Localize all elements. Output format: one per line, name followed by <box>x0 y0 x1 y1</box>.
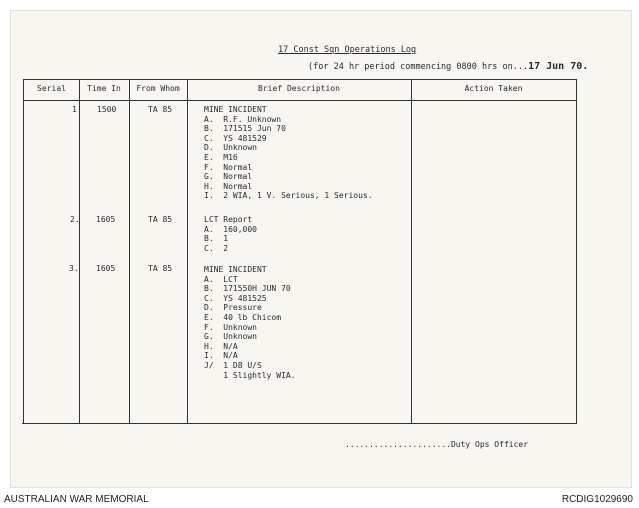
row-2-from-whom: TA 85 <box>148 215 173 224</box>
header-divider <box>24 100 576 101</box>
column-divider <box>129 80 130 424</box>
operations-log-table <box>23 79 577 424</box>
header-brief-description: Brief Description <box>258 84 340 93</box>
header-serial: Serial <box>37 84 66 93</box>
row-1-from-whom: TA 85 <box>148 105 173 114</box>
column-divider <box>79 80 80 424</box>
column-divider <box>187 80 188 424</box>
header-time-in: Time In <box>87 84 121 93</box>
row-1-time-in: 1500 <box>97 105 117 114</box>
row-1-description: MINE INCIDENT A. R.F. Unknown B. 171515 Jun 70 C. YS 481529 D. Unknown E. M16 F. Normal G. Normal H. Normal I. 2 WIA, 1 V. Serious, 1 Serious. <box>204 105 373 201</box>
row-2-time-in: 1605 <box>96 215 116 224</box>
duty-officer-signature-line: ......................Duty Ops Officer <box>345 440 529 449</box>
row-1-serial: 1 <box>72 105 77 114</box>
row-2-serial: 2. <box>70 215 80 224</box>
row-3-description: MINE INCIDENT A. LCT B. 171550H JUN 70 C. YS 481525 D. Pressure E. 40 lb Chicom F. Unknown G. Unknown H. N/A I. N/A J/ 1 D8 U/S 1 Slightly WIA. <box>204 265 296 380</box>
column-divider <box>411 80 412 424</box>
row-3-from-whom: TA 85 <box>148 264 173 273</box>
log-title: 17 Const Sqn Operations Log <box>278 45 417 55</box>
row-3-time-in: 1605 <box>96 264 116 273</box>
subtitle-dots: ... <box>512 62 529 72</box>
row-2-description: LCT Report A. 160,000 B. 1 C. 2 <box>204 215 257 253</box>
subtitle-prefix: (for 24 hr period commencing 0800 hrs on <box>308 62 513 72</box>
row-3-serial: 3. <box>69 264 79 273</box>
log-subtitle <box>308 61 588 72</box>
archive-id: RCDIG1029690 <box>561 494 633 505</box>
header-from-whom: From Whom <box>136 84 180 93</box>
archive-caption: AUSTRALIAN WAR MEMORIAL <box>4 494 149 505</box>
header-action-taken: Action Taken <box>464 84 523 93</box>
table-bottom-line <box>22 423 576 424</box>
log-date: 17 Jun 70. <box>528 61 589 72</box>
